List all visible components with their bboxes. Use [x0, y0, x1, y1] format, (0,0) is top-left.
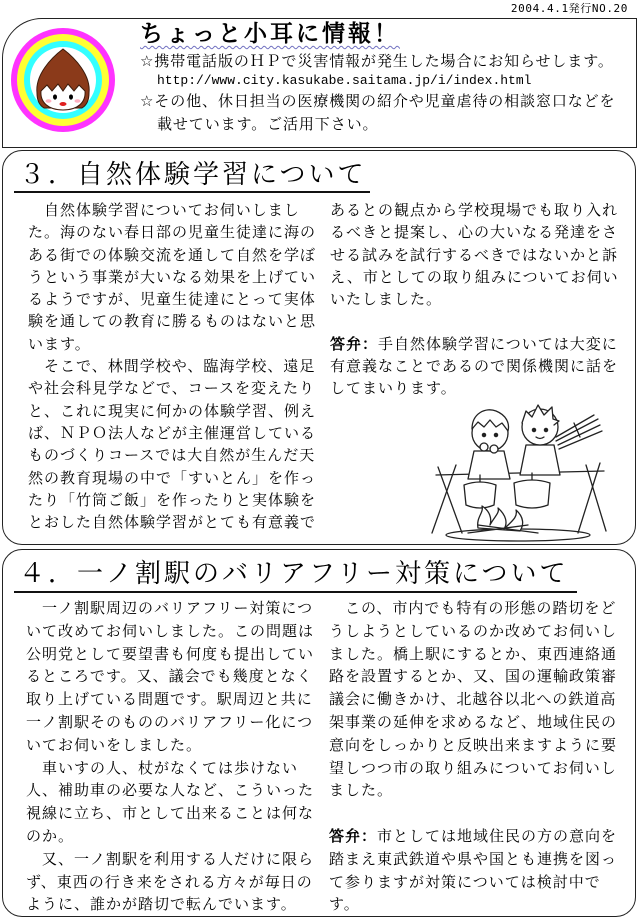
text-line: 路を設置するとか、又、国の運輸政策審	[329, 667, 618, 686]
children-cooking-illustration	[428, 393, 608, 543]
text-line: や社会科見学などで、コースを変えたり	[28, 379, 315, 398]
left-child	[468, 410, 510, 479]
text-line: たり「竹筒ご飯」を作ったりと実体験を	[28, 490, 317, 509]
text-line: 公明党として要望書も何度も提出してい	[26, 644, 315, 663]
text-line: してまいります。	[330, 379, 457, 398]
text-line: いて改めてお伺いしました。この問題は	[26, 621, 315, 640]
chestnut-logo-icon	[10, 27, 116, 133]
notice-line-other-cont: 載せています。ご活用下さい。	[157, 115, 379, 133]
text-line: 有意義なことであるので関係機関に話を	[330, 357, 619, 376]
text-line: え、市としての取り組みについてお伺い	[330, 267, 619, 286]
text-line: 人、補助車の必要な人など、こういった	[26, 781, 315, 800]
text-line: と、これに現実に何かの体験学習、例え	[28, 401, 317, 420]
text-line: ず、東西の行き来をされる方々が毎日の	[26, 872, 313, 891]
text-line: この、市内でも特有の形態の踏切をど	[345, 599, 617, 617]
text-line: 然の教育現場の中で「すいとん」を作っ	[28, 468, 317, 487]
issue-info: 2004.4.1発行NO.20	[510, 2, 628, 15]
text-line: るところです。又、議会でも幾度となく	[26, 667, 313, 686]
text-line: ように、誰かが踏切で転んでいます。	[26, 895, 297, 914]
text-line: ました。	[329, 781, 394, 800]
notice-line-other: ☆その他、休日担当の医療機関の紹介や児童虐待の相談窓口などを	[140, 92, 616, 110]
text-line: て参りますが対策については検討中で	[329, 872, 601, 891]
notice-title: ちょっと小耳に情報！	[140, 21, 400, 47]
spacer	[330, 310, 622, 332]
text-line: 又、一ノ割駅を利用する人だけに限ら	[42, 849, 315, 868]
answer-line	[329, 825, 621, 848]
spacer	[329, 802, 621, 825]
section-4-heading: ４．一ノ割駅のバリアフリー対策について	[19, 559, 569, 589]
section-3-left-column	[28, 199, 320, 533]
text-line: 験を通しての教育に勝るものはないと思	[28, 312, 317, 331]
text-line: あるとの観点から学校現場でも取り入れ	[330, 201, 619, 219]
section-3-right-column	[330, 199, 622, 400]
text-line: るべきと提案し、心の大いなる発達をさ	[330, 223, 619, 242]
text-line: ました。橋上駅にするとか、東西連絡通	[329, 644, 618, 663]
text-line: 視線に立ち、市として出来ることは何な	[26, 804, 315, 823]
section-4-right-column	[329, 597, 621, 916]
text-line: 望しつつ市の取り組みについてお伺いし	[329, 758, 617, 777]
text-line: ば、ＮＰＯ法人などが主催運営している	[28, 423, 317, 442]
text-line: た。海のない春日部の児童生徒達に海の	[28, 223, 317, 242]
text-line: うしようとしているのか改めてお伺いし	[329, 621, 618, 640]
right-child	[520, 405, 560, 475]
text-line: そこで、林間学校や、臨海学校、遠足	[44, 357, 316, 376]
text-line: 議会に働きかけ、北越谷以北への鉄道高	[329, 690, 617, 709]
notice-line-mobile: ☆携帯電話版のＨＰで災害情報が発生した場合にお知らせします。	[140, 52, 614, 70]
text-line: 架事業の延伸を求めるなど、地域住民の	[329, 712, 618, 731]
text-line: 一ノ割駅周辺のバリアフリー対策につ	[42, 599, 314, 617]
answer-text: 市としては地域住民の方の意向を	[377, 826, 618, 845]
text-line: るようですが、児童生徒達にとって実体	[28, 290, 316, 309]
notice-url: http://www.city.kasukabe.saitama.jp/i/index.html	[157, 73, 532, 88]
answer-line	[330, 333, 622, 355]
text-line: とおした自然体験学習がとても有意義で	[28, 513, 317, 532]
text-line: ある街での体験交流を通して自然を学ぼ	[28, 245, 317, 264]
text-line: うという事業が大いなる効果を上げてい	[28, 267, 317, 286]
answer-text: 手自然体験学習については大変に	[378, 334, 618, 353]
section-3-heading: ３．自然体験学習について	[19, 160, 367, 190]
text-line: いてお伺いをしました。	[26, 735, 203, 754]
text-line: せる試みを試行するべきではないかと訴	[330, 245, 619, 264]
section-4-left-column	[26, 597, 318, 916]
text-line: 自然体験学習についてお伺いしまし	[44, 201, 300, 219]
answer-label: 答弁：	[329, 826, 378, 845]
text-line: ものづくりコースでは大自然が生んだ天	[28, 446, 316, 465]
section-4-heading-underline	[14, 591, 577, 593]
text-line: いたしました。	[330, 290, 443, 309]
text-line: 踏まえ東武鉄道や県や国とも連携を図っ	[329, 849, 618, 868]
answer-label: 答弁：	[330, 334, 379, 353]
text-line: 車いすの人、杖がなくては歩けない	[42, 758, 299, 777]
bundle-of-sticks	[556, 415, 602, 449]
text-line: います。	[28, 334, 91, 353]
text-line: す。	[329, 895, 360, 914]
text-line: 意向をしっかりと反映出来ますように要	[329, 735, 618, 754]
text-line: 取り上げている問題です。駅周辺と共に	[26, 690, 313, 709]
text-line: のか。	[26, 826, 75, 845]
section-3-heading-underline	[14, 191, 370, 193]
text-line: 一ノ割駅そのもののバリアフリー化につ	[26, 712, 314, 731]
